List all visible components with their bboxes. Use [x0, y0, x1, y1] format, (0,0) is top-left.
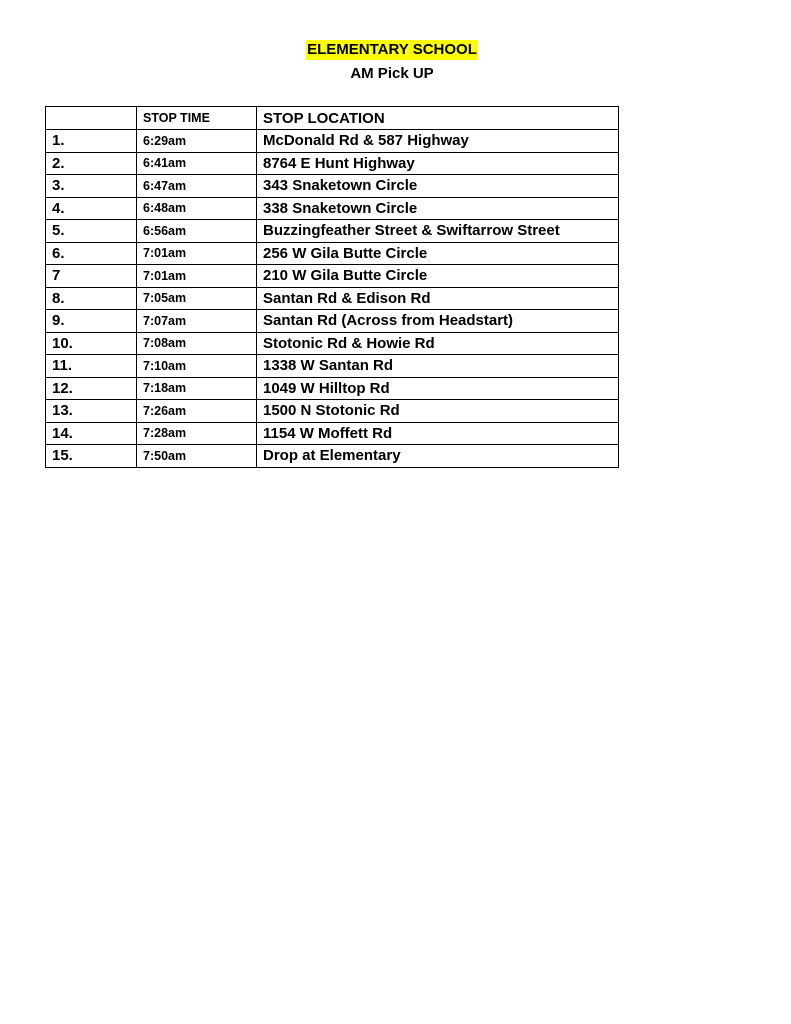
stop-number: 9. [46, 310, 137, 333]
stop-time: 6:47am [137, 175, 257, 198]
stop-time: 7:50am [137, 445, 257, 468]
stop-time: 7:01am [137, 242, 257, 265]
stop-location: Santan Rd (Across from Headstart) [257, 310, 619, 333]
stop-time: 7:01am [137, 265, 257, 288]
stop-time: 7:08am [137, 332, 257, 355]
table-row [46, 310, 619, 333]
stop-number: 11. [46, 355, 137, 378]
stop-location: Santan Rd & Edison Rd [257, 287, 619, 310]
header-stop-location: STOP LOCATION [257, 107, 619, 130]
stop-number: 14. [46, 422, 137, 445]
stop-time: 7:26am [137, 400, 257, 423]
stop-number: 10. [46, 332, 137, 355]
table-row [46, 130, 619, 153]
stop-location: 210 W Gila Butte Circle [257, 265, 619, 288]
stop-location: Buzzingfeather Street & Swiftarrow Street [257, 220, 619, 243]
stop-time: 6:48am [137, 197, 257, 220]
stop-number: 7 [46, 265, 137, 288]
stop-time: 6:41am [137, 152, 257, 175]
table-row [46, 400, 619, 423]
title-block [0, 40, 784, 84]
stop-number: 5. [46, 220, 137, 243]
stop-location: 343 Snaketown Circle [257, 175, 619, 198]
table-row [46, 445, 619, 468]
stop-number: 6. [46, 242, 137, 265]
stop-location: 338 Snaketown Circle [257, 197, 619, 220]
stop-location: McDonald Rd & 587 Highway [257, 130, 619, 153]
stop-number: 1. [46, 130, 137, 153]
stop-location: 1154 W Moffett Rd [257, 422, 619, 445]
stop-number: 4. [46, 197, 137, 220]
stop-time: 6:29am [137, 130, 257, 153]
table-row [46, 242, 619, 265]
table-row [46, 265, 619, 288]
stop-location: 1338 W Santan Rd [257, 355, 619, 378]
stop-time: 7:07am [137, 310, 257, 333]
stop-location: 1049 W Hilltop Rd [257, 377, 619, 400]
stop-location: 8764 E Hunt Highway [257, 152, 619, 175]
header-stop-time: STOP TIME [137, 107, 257, 130]
table-row [46, 220, 619, 243]
stops-table [45, 106, 619, 468]
stop-number: 13. [46, 400, 137, 423]
stop-number: 12. [46, 377, 137, 400]
page-subtitle: AM Pick UP [350, 65, 434, 82]
stop-number: 15. [46, 445, 137, 468]
stop-location: 256 W Gila Butte Circle [257, 242, 619, 265]
stop-number: 2. [46, 152, 137, 175]
table-header-row [46, 107, 619, 130]
stop-number: 3. [46, 175, 137, 198]
table-row [46, 332, 619, 355]
stop-time: 7:18am [137, 377, 257, 400]
stop-location: Stotonic Rd & Howie Rd [257, 332, 619, 355]
table-row [46, 422, 619, 445]
stop-location: Drop at Elementary [257, 445, 619, 468]
stop-location: 1500 N Stotonic Rd [257, 400, 619, 423]
table-row [46, 287, 619, 310]
stop-time: 7:10am [137, 355, 257, 378]
stop-time: 7:28am [137, 422, 257, 445]
header-number [46, 107, 137, 130]
stop-time: 7:05am [137, 287, 257, 310]
stop-time: 6:56am [137, 220, 257, 243]
table-row [46, 175, 619, 198]
page-title: ELEMENTARY SCHOOL [307, 41, 477, 58]
stop-number: 8. [46, 287, 137, 310]
table-row [46, 377, 619, 400]
table-row [46, 197, 619, 220]
table-row [46, 355, 619, 378]
table-row [46, 152, 619, 175]
